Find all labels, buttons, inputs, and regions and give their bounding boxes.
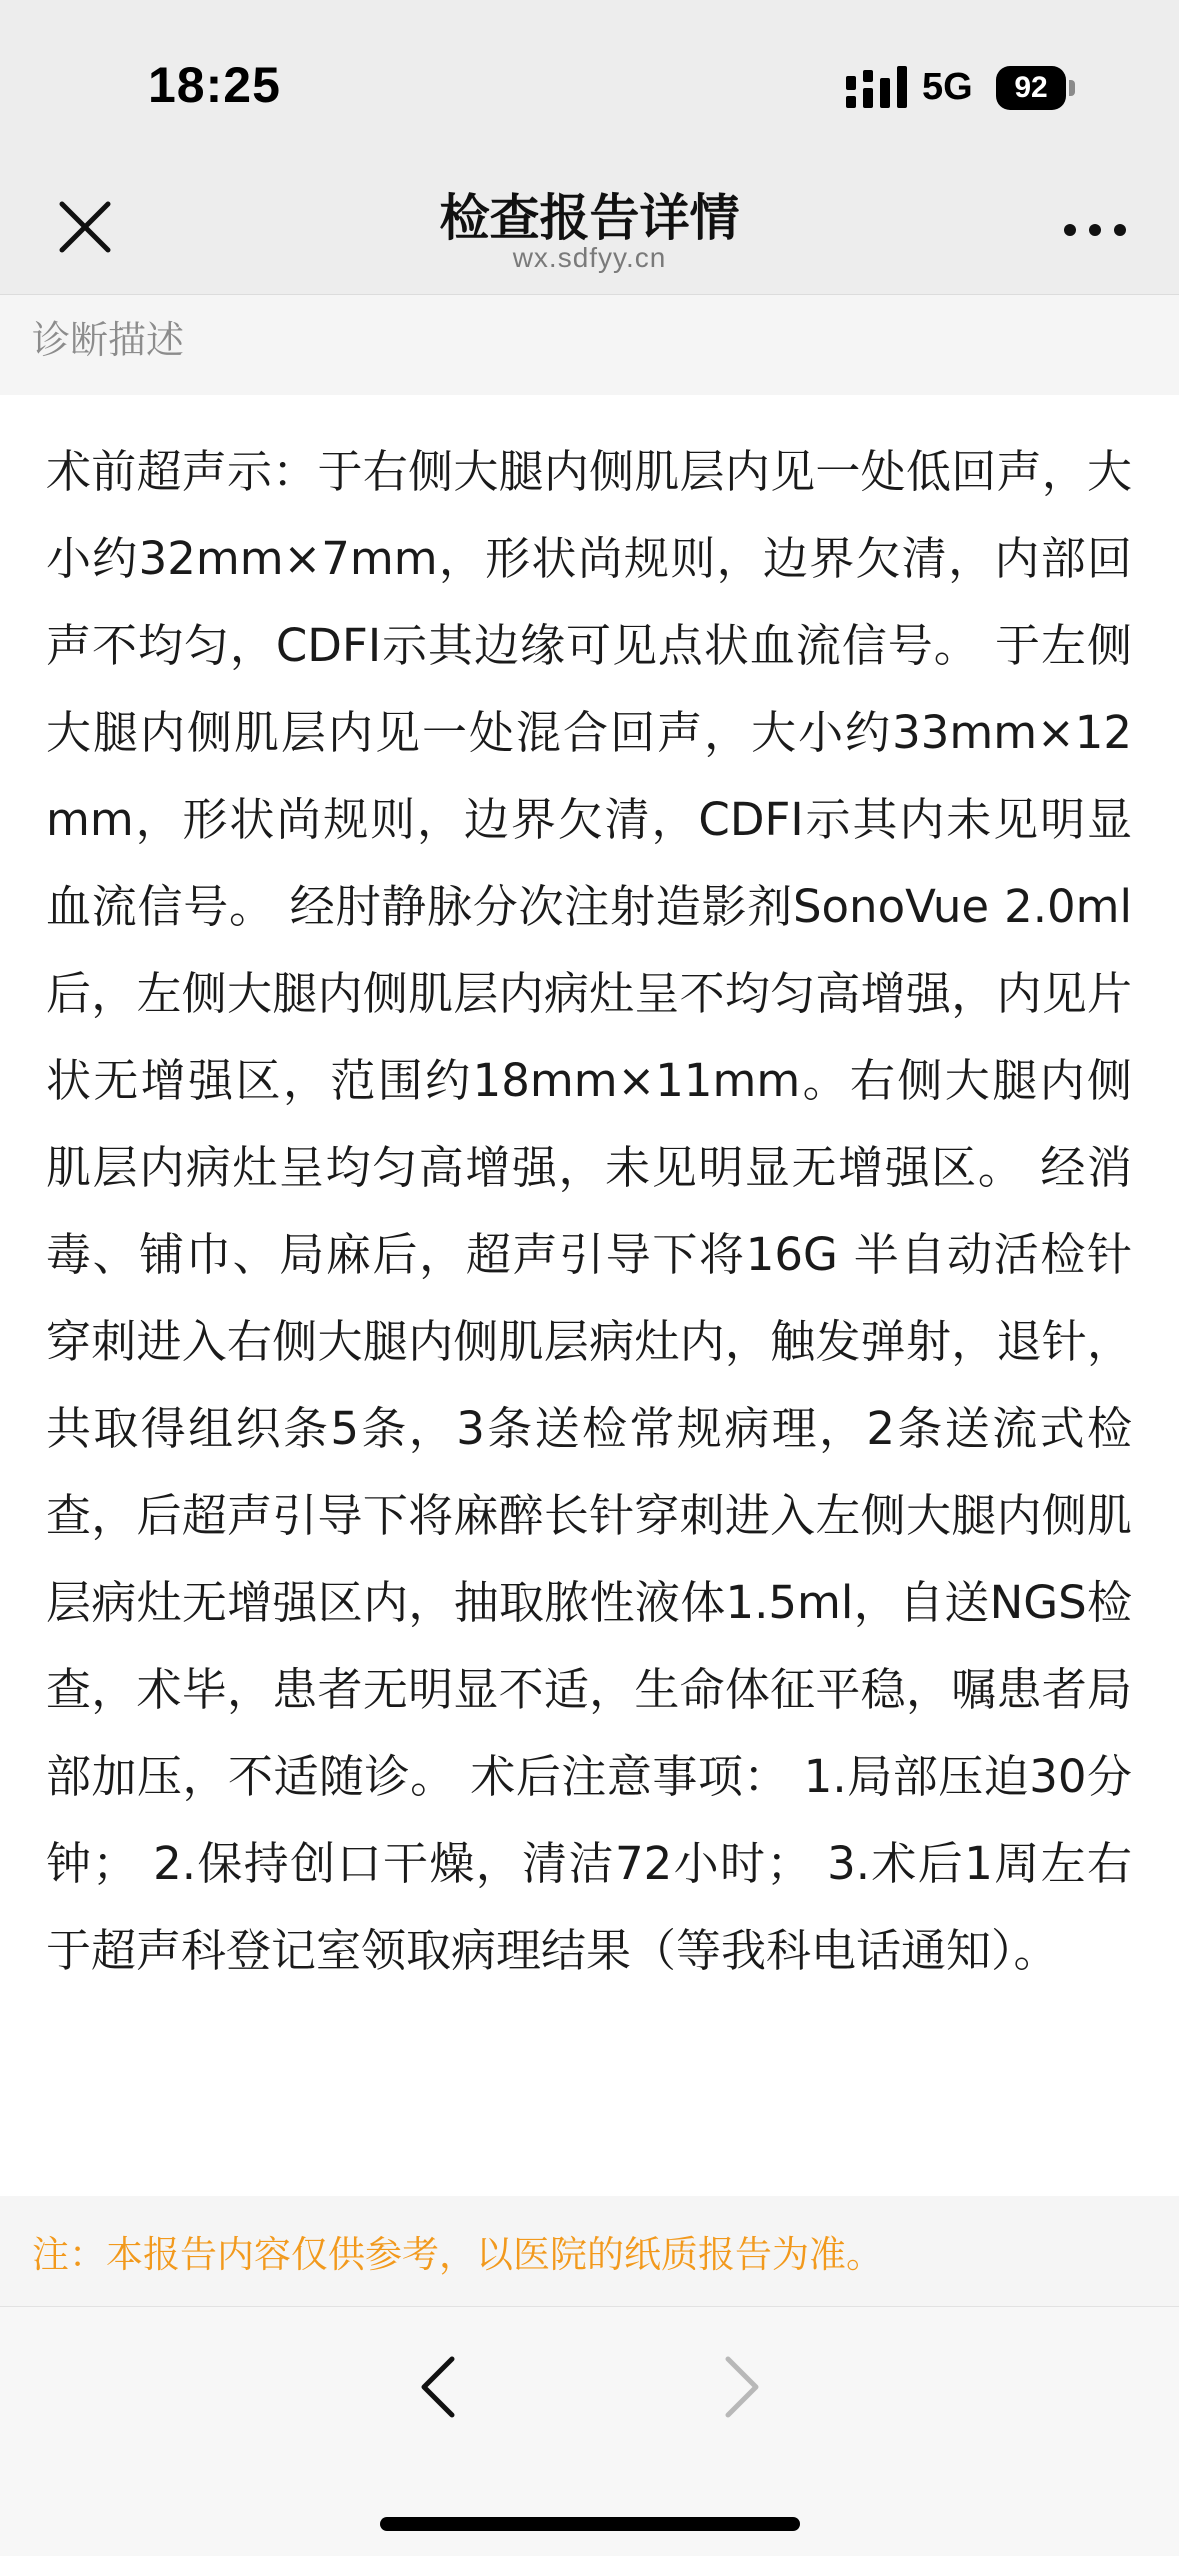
battery-cap: [1069, 80, 1075, 96]
battery-icon: [996, 66, 1074, 110]
page-title: 检查报告详情: [439, 189, 740, 247]
status-bar: [0, 0, 1179, 170]
page-domain: wx.sdfyy.cn: [512, 242, 667, 273]
network-type: 5G: [922, 66, 973, 108]
more-icon[interactable]: [1060, 210, 1130, 250]
bottom-toolbar: [0, 2307, 1179, 2556]
battery-level: 92: [996, 66, 1066, 110]
status-time: 18:25: [148, 57, 281, 113]
home-indicator: [380, 2517, 800, 2531]
chevron-right-icon[interactable]: [718, 2349, 768, 2425]
disclaimer-text: 注：本报告内容仅供参考，以医院的纸质报告为准。: [32, 2233, 883, 2276]
report-text: 术前超声示：于右侧大腿内侧肌层内见一处低回声，大小约32mm×7mm，形状尚规则，边界欠清，内部回声不均匀，CDFI示其边缘可见点状血流信号。 于左侧大腿内侧肌层内见一处混合回声，大小约33mm×12mm，形状尚规则，边界欠清，CDFI示其内未见明显血流信号。 经肘静脉分次注射造影剂SonoVue 2.0ml后，左侧大腿内侧肌层内病灶呈不均匀高增强，内见片状无增强区，范围约18mm×11mm。右侧大腿内侧肌层内病灶呈均匀高增强，未见明显无增强区。 经消毒、铺巾、局麻后，超声引导下将16G 半自动活检针穿刺进入右侧大腿内侧肌层病灶内，触发弹射，退针，共取得组织条5条，3条送检常规病理，2条送流式检查，后超声引导下将麻醉长针穿刺进入左侧大腿内侧肌层病灶无增强区内，抽取脓性液体1.5ml，自送NGS检查，术毕，患者无明显不适，生命体征平稳，嘱患者局部加压，不适随诊。 术后注意事项： 1.局部压迫30分钟； 2.保持创口干燥，清洁72小时； 3.术后1周左右于超声科登记室领取病理结果（等我科电话通知）。: [46, 445, 1132, 1977]
nav-bar: [0, 170, 1179, 295]
section-label: 诊断描述: [32, 318, 185, 362]
disclaimer-bar: [0, 2196, 1179, 2307]
section-header: [0, 295, 1179, 395]
signal-icon: [846, 66, 908, 108]
chevron-left-icon[interactable]: [412, 2349, 462, 2425]
